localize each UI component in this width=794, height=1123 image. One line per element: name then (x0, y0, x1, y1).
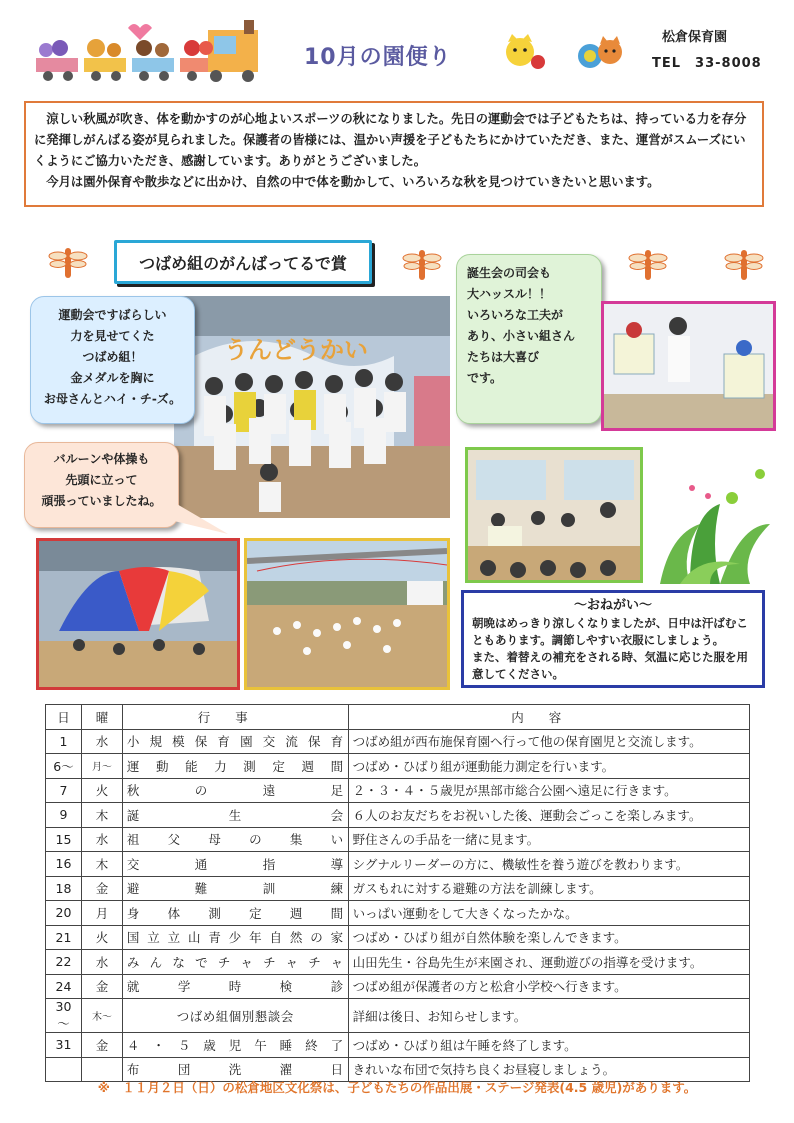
cell-dow: 火 (81, 778, 122, 803)
bubble-line: 誕生会の司会も (467, 266, 552, 280)
banner-text: うんどうかい (224, 336, 368, 364)
cat-illustration (574, 34, 626, 74)
cell-day: 18 (46, 876, 82, 901)
cell-content: 野住さんの手品を一緒に見ます。 (348, 827, 749, 852)
cell-day: 30～ (46, 999, 82, 1033)
intro-paragraph: 今月は園外保育や散歩などに出かけ、自然の中で体を動かして、いろいろな秋を見つけていきたいと思います。 (46, 175, 660, 189)
table-header-row (46, 705, 750, 730)
header-dow: 曜 (81, 705, 122, 730)
page-title: 10月の園便り (304, 45, 452, 70)
cell-dow: 木～ (81, 999, 122, 1033)
cell-event: 小規模保育園交流保育 (122, 729, 348, 754)
cell-day: 20 (46, 901, 82, 926)
bubble-tail (170, 496, 230, 536)
cell-event: ４・５歳児午睡終了 (122, 1033, 348, 1058)
cell-content: いっぱい運動をして大きくなったかな。 (348, 901, 749, 926)
table-row (46, 778, 750, 803)
cell-content: つばめ・ひばり組が自然体験を楽しんできます。 (348, 925, 749, 950)
plant-insects-illustration (650, 466, 780, 584)
school-name: 松倉保育園 (662, 30, 728, 45)
cell-content: つばめ組が保護者の方と松倉小学校へ行きます。 (348, 974, 749, 999)
award-heading: つばめ組のがんばってるで賞 (114, 240, 372, 284)
cell-content: つばめ組が西布施保育園へ行って他の保育園児と交流します。 (348, 729, 749, 754)
cell-dow: 金 (81, 876, 122, 901)
dragonfly-icon (48, 244, 88, 280)
header-day: 日 (46, 705, 82, 730)
cell-dow: 水 (81, 950, 122, 975)
cell-event: 国立立山青少年自然の家 (122, 925, 348, 950)
birthday-party-photo (601, 301, 776, 431)
cell-content: ガスもれに対する避難の方法を訓練します。 (348, 876, 749, 901)
header-event: 行事 (122, 705, 348, 730)
intro-paragraph: 涼しい秋風が吹き、体を動かすのが心地よいスポーツの秋になりました。先日の運動会では子どもたちは、持っている力を存分に発揮しがんばる姿が見られました。保護者の皆様には、温かい声援を子どもたちにかけていただき、また、運営がスムーズにいくようにご協力いただき、感謝しています。ありがとうございました。 (34, 112, 747, 168)
bubble-line: いろいろな工夫が (467, 308, 564, 322)
cell-content: ６人のお友だちをお祝いした後、運動会ごっこを楽しみます。 (348, 803, 749, 828)
cell-content: シグナルリーダーの方に、機敏性を養う遊びを教わります。 (348, 852, 749, 877)
table-row (46, 852, 750, 877)
cell-content: つばめ・ひばり組が運動能力測定を行います。 (348, 754, 749, 779)
cell-dow: 月 (81, 901, 122, 926)
table-row (46, 974, 750, 999)
request-notice-box (461, 590, 765, 688)
cell-dow: 水 (81, 729, 122, 754)
bubble-line: お母さんとハイ・チ-ズ。 (43, 392, 182, 406)
cell-event: 秋の遠足 (122, 778, 348, 803)
sports-day-group-photo (174, 296, 450, 518)
table-row (46, 754, 750, 779)
cell-event: 避難訓練 (122, 876, 348, 901)
cell-dow: 金 (81, 974, 122, 999)
bubble-line: 先頭に立って (65, 473, 138, 487)
cell-event: 身体測定週間 (122, 901, 348, 926)
telephone-number: TEL 33-8008 (652, 56, 762, 71)
table-row (46, 803, 750, 828)
dragonfly-icon (402, 246, 442, 282)
bubble-line: 大ハッスル！！ (467, 287, 552, 301)
intro-message-box (24, 101, 764, 207)
bubble-line: です。 (467, 371, 503, 385)
cell-content: ２・３・４・５歳児が黒部市総合公園へ遠足に行きます。 (348, 778, 749, 803)
field-exercise-photo (244, 538, 450, 690)
speech-bubble-balloon (24, 442, 179, 528)
speech-bubble-birthday (456, 254, 602, 424)
cell-day: 15 (46, 827, 82, 852)
cell-day: 7 (46, 778, 82, 803)
cell-event: 交通指導 (122, 852, 348, 877)
monthly-schedule-table (45, 704, 750, 1082)
cell-content: 山田先生・谷島先生が来園され、運動遊びの指導を受けます。 (348, 950, 749, 975)
table-row (46, 901, 750, 926)
table-row (46, 1033, 750, 1058)
cell-dow: 金 (81, 1033, 122, 1058)
cell-day: 22 (46, 950, 82, 975)
cell-day: 9 (46, 803, 82, 828)
cell-dow: 木 (81, 803, 122, 828)
cell-event: 祖父母の集い (122, 827, 348, 852)
bubble-line: バルーンや体操も (53, 452, 150, 466)
dragonfly-icon (628, 246, 668, 282)
cat-illustration (500, 32, 546, 72)
table-row (46, 729, 750, 754)
dragonfly-icon (724, 246, 764, 282)
table-row (46, 999, 750, 1033)
notice-line: 朝晩はめっきり涼しくなりましたが、日中は汗ばむこともあります。調節しやすい衣服にしましょう。 (472, 616, 748, 647)
table-row (46, 876, 750, 901)
notice-title: ～おねがい～ (573, 598, 652, 613)
cell-day: 6～ (46, 754, 82, 779)
speech-bubble-medals (30, 296, 195, 424)
table-row (46, 925, 750, 950)
cell-day: 31 (46, 1033, 82, 1058)
train-illustration (36, 18, 268, 82)
bubble-line: あり、小さい組さん (467, 329, 576, 343)
cell-day: 1 (46, 729, 82, 754)
bubble-line: 力を見せてくた (70, 329, 155, 343)
cell-dow: 水 (81, 827, 122, 852)
bubble-line: つばめ組！ (82, 350, 143, 364)
bubble-line: 金メダルを胸に (70, 371, 155, 385)
cell-event: 布団洗濯日 (122, 1057, 348, 1082)
table-row (46, 827, 750, 852)
bubble-line: たちは大喜び (467, 350, 540, 364)
cell-day: 16 (46, 852, 82, 877)
cell-content: つばめ・ひばり組は午睡を終了します。 (348, 1033, 749, 1058)
cell-content: きれいな布団で気持ち良くお昼寝しましょう。 (348, 1057, 749, 1082)
hall-stage-photo (465, 447, 643, 583)
cell-event: 運動能力測定週間 (122, 754, 348, 779)
parachute-balloon-photo (36, 538, 240, 690)
cell-event: つばめ組個別懇談会 (122, 999, 348, 1033)
cell-dow: 月～ (81, 754, 122, 779)
bubble-line: 運動会ですばらしい (58, 308, 167, 322)
footer-note: ※ １１月２日（日）の松倉地区文化祭は、子どもたちの作品出展・ステージ発表(4.5 歳児)があります。 (97, 1080, 697, 1095)
cell-dow: 木 (81, 852, 122, 877)
cell-event: 就学時検診 (122, 974, 348, 999)
bubble-line: 頑張っていましたね。 (41, 494, 162, 508)
notice-line: また、着替えの補充をされる時、気温に応じた服を用意してください。 (472, 650, 748, 681)
table-row (46, 950, 750, 975)
cell-event: 誕生会 (122, 803, 348, 828)
header-content: 内容 (348, 705, 749, 730)
cell-dow: 火 (81, 925, 122, 950)
cell-event: みんなでチャチャチャ (122, 950, 348, 975)
cell-content: 詳細は後日、お知らせします。 (348, 999, 749, 1033)
cell-day: 21 (46, 925, 82, 950)
cell-day: 24 (46, 974, 82, 999)
